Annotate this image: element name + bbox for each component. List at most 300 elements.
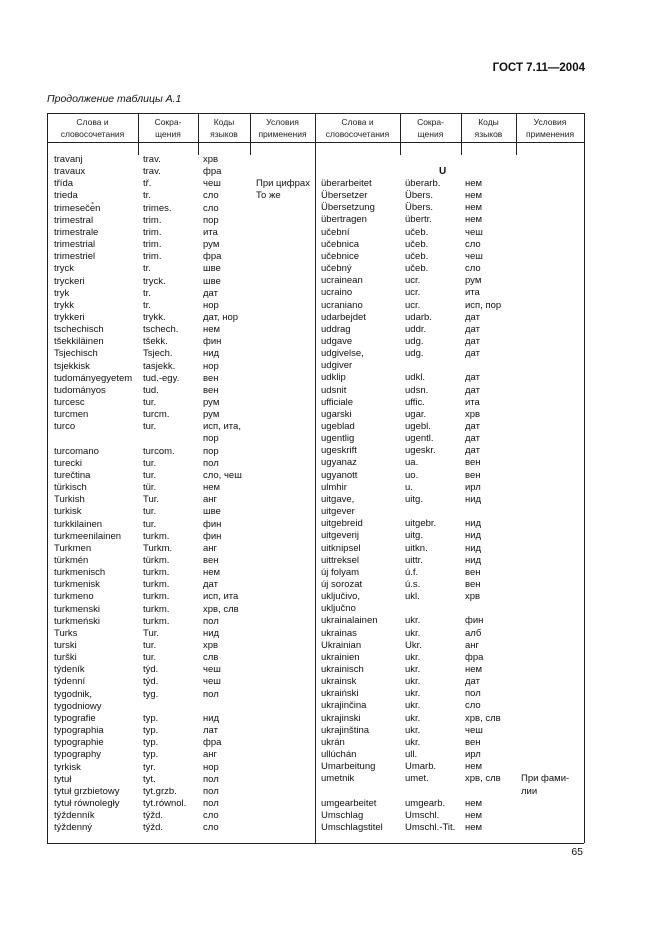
right-lang-codes-cell: рум bbox=[465, 275, 482, 287]
left-lang-codes-cell: пол bbox=[203, 688, 219, 700]
left-abbr-cell: typ. bbox=[143, 737, 159, 749]
left-lang-codes-cell: пор bbox=[203, 433, 219, 445]
left-abbr-cell: tyr. bbox=[143, 761, 156, 773]
right-word-cell: ufficiale bbox=[321, 396, 354, 408]
right-lang-codes-cell: дат bbox=[465, 676, 480, 688]
right-word-cell: ugyanaz bbox=[321, 457, 357, 469]
header-text: щения bbox=[417, 129, 444, 139]
right-word-cell: Umschlag bbox=[321, 809, 364, 821]
right-word-cell: udarbejdet bbox=[321, 311, 366, 323]
left-lang-codes-cell: шве bbox=[203, 263, 221, 275]
left-abbr-cell: turcom. bbox=[143, 445, 175, 457]
right-word-cell: udsnit bbox=[321, 384, 347, 396]
right-lang-codes-cell: сло bbox=[465, 238, 481, 250]
right-lang-codes-cell: хрв bbox=[465, 408, 481, 420]
left-abbr-cell: tur. bbox=[143, 640, 157, 651]
right-abbr-cell: udsn. bbox=[405, 384, 429, 396]
right-word-cell: uključno bbox=[321, 603, 356, 615]
right-abbr-cell: u. bbox=[405, 481, 413, 493]
left-abbr-cell: tryck. bbox=[143, 275, 166, 287]
left-word-cell: tudományos bbox=[54, 384, 106, 396]
header-words-right bbox=[315, 116, 400, 140]
left-abbr-cell: tr. bbox=[143, 190, 151, 202]
left-word-cell: týždenný bbox=[54, 822, 93, 834]
left-abbr-cell: trim. bbox=[143, 239, 162, 251]
right-abbr-cell: udg. bbox=[405, 348, 424, 360]
right-abbr-cell: ukr. bbox=[405, 688, 421, 700]
left-abbr-cell: týd. bbox=[143, 664, 159, 676]
header-text: Коды bbox=[213, 117, 235, 127]
left-word-cell: turkmeński bbox=[54, 615, 100, 627]
left-abbr-cell: tr. bbox=[143, 263, 151, 275]
left-lang-codes-cell: чеш bbox=[203, 676, 221, 688]
right-abbr-cell: ukr. bbox=[405, 712, 421, 724]
left-lang-codes-cell: анг bbox=[203, 749, 217, 761]
left-lang-codes-cell: сло bbox=[203, 190, 219, 202]
right-word-cell: ukrán bbox=[321, 736, 345, 748]
right-conditions-cell: При фами- bbox=[521, 773, 570, 785]
left-word-cell: tryckeri bbox=[54, 275, 85, 287]
left-lang-codes-cell: пол bbox=[203, 615, 219, 627]
right-abbr-cell: uo. bbox=[405, 469, 419, 481]
right-abbr-cell: ua. bbox=[405, 457, 419, 469]
left-word-cell: trimestrale bbox=[54, 226, 99, 238]
right-word-cell: ukrainas bbox=[321, 627, 357, 639]
header-text: применения bbox=[258, 129, 307, 139]
right-lang-codes-cell: исп, пор bbox=[465, 299, 502, 311]
right-word-cell: uitgave, bbox=[321, 493, 355, 505]
left-lang-codes-cell: рум bbox=[203, 409, 220, 421]
left-abbr-cell: týžd. bbox=[143, 822, 164, 834]
left-word-cell: tytuł bbox=[54, 773, 72, 785]
left-lang-codes-cell: фра bbox=[203, 166, 222, 178]
left-lang-codes-cell: пор bbox=[203, 445, 219, 457]
right-abbr-cell: ull. bbox=[405, 749, 418, 761]
left-lang-codes-cell: нем bbox=[203, 482, 221, 494]
left-lang-codes-cell: фин bbox=[203, 336, 222, 348]
left-lang-codes-cell: нор bbox=[203, 761, 219, 773]
left-word-cell: trieda bbox=[54, 190, 78, 202]
left-word-cell: trimeseče̊n bbox=[54, 202, 101, 214]
header-text: щения bbox=[155, 129, 181, 139]
header-codes-left bbox=[198, 116, 250, 140]
right-lang-codes-cell: ирл bbox=[465, 481, 481, 493]
right-abbr-cell: uitgebr. bbox=[405, 518, 437, 530]
right-word-cell: Übersetzung bbox=[321, 202, 375, 214]
right-lang-codes-cell: дат bbox=[465, 372, 480, 384]
left-lang-codes-cell: анг bbox=[203, 494, 217, 506]
right-abbr-cell: udarb. bbox=[405, 311, 432, 323]
right-abbr-cell: ucr. bbox=[405, 275, 421, 287]
right-lang-codes-cell: нем bbox=[465, 797, 483, 809]
right-lang-codes-cell: дат bbox=[465, 323, 480, 335]
left-lang-codes-cell: пол bbox=[203, 457, 219, 469]
left-word-cell: trykkeri bbox=[54, 311, 85, 323]
right-abbr-cell: Ukr. bbox=[405, 639, 422, 651]
left-abbr-cell: typ. bbox=[143, 749, 159, 761]
left-word-cell: tudományegyetem bbox=[54, 372, 133, 384]
left-lang-codes-cell: вен bbox=[203, 384, 219, 396]
right-abbr-cell: udg. bbox=[405, 335, 424, 347]
left-abbr-cell: tr. bbox=[143, 299, 151, 311]
left-lang-codes-cell: исп, ита bbox=[203, 591, 239, 603]
header-words-left bbox=[47, 116, 138, 140]
left-lang-codes-cell: рум bbox=[203, 239, 220, 251]
header-text: Сокра- bbox=[417, 117, 444, 127]
left-abbr-cell: Tur. bbox=[143, 494, 160, 506]
left-lang-codes-cell: фра bbox=[203, 737, 222, 749]
left-word-cell: turecki bbox=[54, 457, 82, 469]
left-word-cell: Turkmen bbox=[54, 542, 92, 554]
right-abbr-cell: uitg. bbox=[405, 530, 423, 542]
left-lang-codes-cell: вен bbox=[203, 554, 219, 566]
right-word-cell: učební bbox=[321, 226, 350, 238]
right-abbr-cell: Umschl.-Tit. bbox=[405, 821, 456, 833]
left-lang-codes-cell: дат, нор bbox=[203, 311, 239, 323]
right-abbr-cell: uitg. bbox=[405, 493, 423, 505]
left-abbr-cell: tur. bbox=[143, 518, 157, 530]
right-abbr-cell: ukr. bbox=[405, 664, 421, 675]
left-lang-codes-cell: сло bbox=[203, 202, 219, 214]
right-lang-codes-cell: дат bbox=[465, 348, 480, 360]
right-word-cell: ucrainean bbox=[321, 275, 363, 287]
left-abbr-cell: turkm. bbox=[143, 615, 170, 627]
left-abbr-cell: tur. bbox=[143, 469, 157, 481]
right-abbr-cell: učeb. bbox=[405, 263, 429, 275]
left-abbr-cell: týžd. bbox=[143, 810, 164, 822]
left-word-cell: tschechisch bbox=[54, 324, 104, 336]
left-abbr-cell: trim. bbox=[143, 214, 162, 226]
right-conditions-cell: лии bbox=[521, 785, 538, 797]
right-word-cell: ukrajinski bbox=[321, 712, 361, 724]
right-word-cell: uitgebreid bbox=[321, 518, 363, 530]
header-text: Коды bbox=[478, 117, 499, 127]
right-abbr-cell: učeb. bbox=[405, 250, 429, 262]
right-lang-codes-cell: дат bbox=[465, 445, 480, 457]
left-lang-codes-cell: сло bbox=[203, 822, 219, 834]
right-word-cell: überarbeitet bbox=[321, 178, 372, 189]
left-word-cell: Tsjechisch bbox=[54, 348, 98, 360]
left-abbr-cell: trykk. bbox=[143, 311, 166, 323]
right-word-cell: új folyam bbox=[321, 566, 360, 578]
right-word-cell: učebnice bbox=[321, 250, 360, 262]
right-lang-codes-cell: дат bbox=[465, 311, 480, 323]
right-abbr-cell: ukr. bbox=[405, 724, 421, 736]
left-lang-codes-cell: шве bbox=[203, 275, 221, 287]
left-word-cell: typographia bbox=[54, 725, 104, 737]
left-word-cell: turco bbox=[54, 421, 76, 433]
left-abbr-cell: typ. bbox=[143, 712, 159, 724]
right-abbr-cell: Übers. bbox=[405, 202, 433, 214]
right-lang-codes-cell: дат bbox=[465, 384, 480, 396]
left-lang-codes-cell: исп, ита, bbox=[203, 421, 241, 433]
right-lang-codes-cell: чеш bbox=[465, 250, 483, 262]
right-lang-codes-cell: пол bbox=[465, 688, 481, 700]
header-text: Слова и bbox=[76, 117, 109, 127]
header-conditions-left bbox=[250, 116, 315, 140]
right-abbr-cell: uitkn. bbox=[405, 542, 428, 554]
right-lang-codes-cell: дат bbox=[465, 421, 480, 432]
right-lang-codes-cell: нид bbox=[465, 518, 482, 530]
left-abbr-cell: turkm. bbox=[143, 591, 170, 603]
header-text: словосочетания bbox=[325, 129, 390, 139]
left-abbr-cell: tur. bbox=[143, 652, 157, 664]
right-lang-codes-cell: сло bbox=[465, 263, 481, 275]
left-abbr-cell: Tsjech. bbox=[143, 348, 173, 360]
left-abbr-cell: tud.-egy. bbox=[143, 372, 180, 384]
left-word-cell: trimestral bbox=[54, 214, 94, 226]
right-abbr-cell: umgearb. bbox=[405, 797, 446, 809]
left-abbr-cell: tyt. bbox=[143, 773, 156, 785]
right-lang-codes-cell: фин bbox=[465, 615, 484, 627]
left-lang-codes-cell: сло, чеш bbox=[203, 469, 242, 481]
right-lang-codes-cell: анг bbox=[465, 639, 479, 651]
right-lang-codes-cell: вен bbox=[465, 736, 481, 748]
left-abbr-cell: tur. bbox=[143, 421, 157, 433]
right-abbr-cell: ucr. bbox=[405, 299, 421, 311]
right-abbr-cell: ucr. bbox=[405, 287, 421, 299]
left-abbr-cell: türkm. bbox=[143, 554, 170, 566]
right-word-cell: ugarski bbox=[321, 408, 352, 420]
right-word-cell: ukrainalainen bbox=[321, 615, 378, 627]
left-lang-codes-cell: фин bbox=[203, 530, 222, 542]
left-abbr-cell: tr. bbox=[143, 287, 151, 299]
header-text: словосочетания bbox=[60, 129, 125, 139]
right-word-cell: uitgeverij bbox=[321, 530, 360, 542]
left-word-cell: tytuł grzbietowy bbox=[54, 785, 120, 797]
right-word-cell: Ukrainian bbox=[321, 639, 362, 651]
right-abbr-cell: ugebl. bbox=[405, 421, 431, 432]
right-lang-codes-cell: дат bbox=[465, 433, 480, 445]
right-lang-codes-cell: вен bbox=[465, 469, 481, 481]
right-word-cell: ukrainsk bbox=[321, 676, 357, 688]
left-word-cell: türkmén bbox=[54, 554, 89, 566]
right-lang-codes-cell: ита bbox=[465, 287, 480, 299]
right-abbr-cell: ukl. bbox=[405, 591, 420, 603]
left-abbr-cell: turkm. bbox=[143, 530, 170, 542]
right-word-cell: uitgever bbox=[321, 506, 355, 518]
left-lang-codes-cell: вен bbox=[203, 372, 219, 384]
left-word-cell: turkkilainen bbox=[54, 518, 103, 530]
left-word-cell: typographie bbox=[54, 737, 104, 749]
right-lang-codes-cell: нем bbox=[465, 214, 483, 226]
left-lang-codes-cell: ита bbox=[203, 226, 218, 238]
left-lang-codes-cell: чеш bbox=[203, 664, 221, 676]
left-word-cell: tyrkisk bbox=[54, 761, 81, 773]
right-word-cell: uddrag bbox=[321, 323, 351, 335]
header-codes-right bbox=[461, 116, 516, 140]
left-abbr-cell: trav. bbox=[143, 154, 161, 165]
left-lang-codes-cell: слв bbox=[203, 652, 219, 664]
right-lang-codes-cell: чеш bbox=[465, 724, 483, 736]
right-word-cell: udgiver bbox=[321, 360, 353, 372]
header-text: Сокра- bbox=[154, 117, 182, 127]
right-abbr-cell: uffic. bbox=[405, 396, 425, 408]
left-abbr-cell: tasjekk. bbox=[143, 360, 176, 372]
right-abbr-cell: udkl. bbox=[405, 372, 426, 384]
right-abbr-cell: ukr. bbox=[405, 615, 421, 627]
right-lang-codes-cell: чеш bbox=[465, 226, 483, 238]
left-lang-codes-cell: дат bbox=[203, 579, 218, 591]
right-lang-codes-cell: хрв bbox=[465, 591, 481, 603]
right-abbr-cell: uddr. bbox=[405, 323, 427, 335]
right-abbr-cell: übertr. bbox=[405, 214, 432, 226]
table-caption: Продолжение таблицы А.1 bbox=[47, 93, 182, 105]
left-word-cell: turkisk bbox=[54, 506, 82, 518]
left-word-cell: turkmenisch bbox=[54, 567, 106, 579]
left-lang-codes-cell: нид bbox=[203, 712, 220, 724]
section-letter: U bbox=[439, 166, 447, 177]
right-lang-codes-cell: нем bbox=[465, 761, 483, 773]
right-word-cell: ugentlig bbox=[321, 433, 355, 445]
right-word-cell: ukrainisch bbox=[321, 664, 364, 675]
left-word-cell: turcesc bbox=[54, 397, 85, 408]
right-abbr-cell: ukr. bbox=[405, 676, 421, 688]
right-lang-codes-cell: нем bbox=[465, 664, 483, 675]
left-abbr-cell: trim. bbox=[143, 226, 162, 238]
right-word-cell: ucraino bbox=[321, 287, 353, 299]
right-abbr-cell: ugar. bbox=[405, 408, 427, 420]
right-abbr-cell: ugentl. bbox=[405, 433, 434, 445]
right-word-cell: Umarbeitung bbox=[321, 761, 376, 773]
left-lang-codes-cell: хрв bbox=[203, 154, 219, 165]
right-lang-codes-cell: нид bbox=[465, 542, 482, 554]
left-word-cell: týdeník bbox=[54, 664, 85, 676]
left-lang-codes-cell: рум bbox=[203, 397, 220, 408]
left-lang-codes-cell: лат bbox=[203, 725, 218, 737]
dictionary-table bbox=[47, 113, 584, 843]
right-lang-codes-cell: хрв, слв bbox=[465, 712, 501, 724]
left-word-cell: Turks bbox=[54, 627, 78, 639]
right-lang-codes-cell: нид bbox=[465, 493, 482, 505]
right-lang-codes-cell: нид bbox=[465, 554, 482, 566]
left-word-cell: typografie bbox=[54, 712, 96, 724]
right-lang-codes-cell: вен bbox=[465, 566, 481, 578]
left-abbr-cell: turkm. bbox=[143, 579, 170, 591]
left-abbr-cell: tur. bbox=[143, 506, 157, 518]
left-word-cell: tryck bbox=[54, 263, 75, 275]
right-word-cell: uittreksel bbox=[321, 554, 360, 566]
right-word-cell: ullúchán bbox=[321, 749, 357, 761]
header-abbr-left bbox=[138, 116, 198, 140]
left-word-cell: tytuł równoległy bbox=[54, 797, 120, 809]
left-abbr-cell: tur. bbox=[143, 457, 157, 469]
left-abbr-cell: tud. bbox=[143, 384, 159, 396]
right-word-cell: ukrainien bbox=[321, 651, 360, 663]
right-abbr-cell: Umschl. bbox=[405, 809, 440, 821]
right-lang-codes-cell: дат bbox=[465, 335, 480, 347]
left-conditions-cell: То же bbox=[256, 190, 281, 202]
left-word-cell: turkmeenilainen bbox=[54, 530, 122, 542]
left-word-cell: tygodniowy bbox=[54, 700, 102, 712]
right-abbr-cell: ukr. bbox=[405, 627, 421, 639]
left-word-cell: turkmenisk bbox=[54, 579, 100, 591]
right-abbr-cell: ugeskr. bbox=[405, 445, 436, 457]
right-lang-codes-cell: нем bbox=[465, 202, 483, 214]
left-abbr-cell: tyg. bbox=[143, 688, 159, 700]
left-lang-codes-cell: анг bbox=[203, 542, 217, 554]
right-abbr-cell: ukr. bbox=[405, 700, 421, 712]
right-lang-codes-cell: нем bbox=[465, 809, 483, 821]
left-lang-codes-cell: нид bbox=[203, 627, 220, 639]
left-abbr-cell: Tur. bbox=[143, 627, 160, 639]
right-word-cell: umgearbeitet bbox=[321, 797, 377, 809]
right-word-cell: ukrajinčina bbox=[321, 700, 367, 712]
right-word-cell: udgave bbox=[321, 335, 353, 347]
header-text: применения bbox=[525, 129, 575, 139]
left-lang-codes-cell: чеш bbox=[203, 178, 221, 190]
right-abbr-cell: Umarb. bbox=[405, 761, 437, 773]
right-lang-codes-cell: нем bbox=[465, 178, 483, 189]
right-word-cell: Übersetzer bbox=[321, 190, 368, 202]
left-abbr-cell: tř. bbox=[143, 178, 152, 190]
left-word-cell: týždenník bbox=[54, 810, 95, 822]
left-lang-codes-cell: шве bbox=[203, 506, 221, 518]
left-word-cell: trimestrial bbox=[54, 239, 96, 251]
right-lang-codes-cell: нид bbox=[465, 530, 482, 542]
right-word-cell: ucraniano bbox=[321, 299, 363, 311]
right-lang-codes-cell: алб bbox=[465, 627, 482, 639]
header-conditions-right bbox=[516, 116, 584, 140]
left-lang-codes-cell: хрв bbox=[203, 640, 219, 651]
left-lang-codes-cell: нид bbox=[203, 348, 220, 360]
left-lang-codes-cell: фин bbox=[203, 518, 222, 530]
left-lang-codes-cell: пор bbox=[203, 214, 219, 226]
left-abbr-cell: Turkm. bbox=[143, 542, 173, 554]
right-word-cell: übertragen bbox=[321, 214, 367, 226]
right-word-cell: udklip bbox=[321, 372, 346, 384]
left-word-cell: türkisch bbox=[54, 482, 87, 494]
right-abbr-cell: učeb. bbox=[405, 226, 429, 238]
left-word-cell: trykk bbox=[54, 299, 75, 311]
left-word-cell: turški bbox=[54, 652, 77, 664]
left-word-cell: tygodnik, bbox=[54, 688, 93, 700]
standard-number: ГОСТ 7.11—2004 bbox=[492, 62, 585, 74]
right-word-cell: ugeblad bbox=[321, 421, 355, 432]
left-abbr-cell: trim. bbox=[143, 251, 162, 263]
left-abbr-cell: turkm. bbox=[143, 567, 170, 579]
right-abbr-cell: ú.s. bbox=[405, 578, 421, 590]
right-abbr-cell: uittr. bbox=[405, 554, 423, 566]
right-word-cell: ulmhir bbox=[321, 481, 347, 493]
left-word-cell: tšekkiläinen bbox=[54, 336, 104, 348]
right-lang-codes-cell: нем bbox=[465, 190, 483, 202]
left-abbr-cell: trav. bbox=[143, 166, 161, 178]
right-word-cell: Umschlagstitel bbox=[321, 821, 383, 833]
left-word-cell: třída bbox=[54, 178, 74, 190]
left-abbr-cell: týd. bbox=[143, 676, 159, 688]
right-lang-codes-cell: сло bbox=[465, 700, 481, 712]
left-lang-codes-cell: нем bbox=[203, 567, 221, 579]
right-lang-codes-cell: ита bbox=[465, 396, 480, 408]
left-word-cell: tsjekkisk bbox=[54, 360, 90, 372]
right-word-cell: ukrajinština bbox=[321, 724, 370, 736]
left-word-cell: typography bbox=[54, 749, 102, 761]
right-lang-codes-cell: вен bbox=[465, 457, 481, 469]
right-word-cell: új sorozat bbox=[321, 578, 363, 590]
right-abbr-cell: ukr. bbox=[405, 736, 421, 748]
header-text: языков bbox=[210, 129, 238, 139]
left-word-cell: týdenní bbox=[54, 676, 86, 688]
right-abbr-cell: ukr. bbox=[405, 651, 421, 663]
right-lang-codes-cell: хрв, слв bbox=[465, 773, 501, 785]
left-lang-codes-cell: фра bbox=[203, 251, 222, 263]
left-lang-codes-cell: нем bbox=[203, 324, 221, 336]
left-abbr-cell: trimes. bbox=[143, 202, 172, 214]
left-abbr-cell: tyt.grzb. bbox=[143, 785, 177, 797]
right-word-cell: udgivelse, bbox=[321, 348, 364, 360]
right-lang-codes-cell: фра bbox=[465, 651, 484, 663]
